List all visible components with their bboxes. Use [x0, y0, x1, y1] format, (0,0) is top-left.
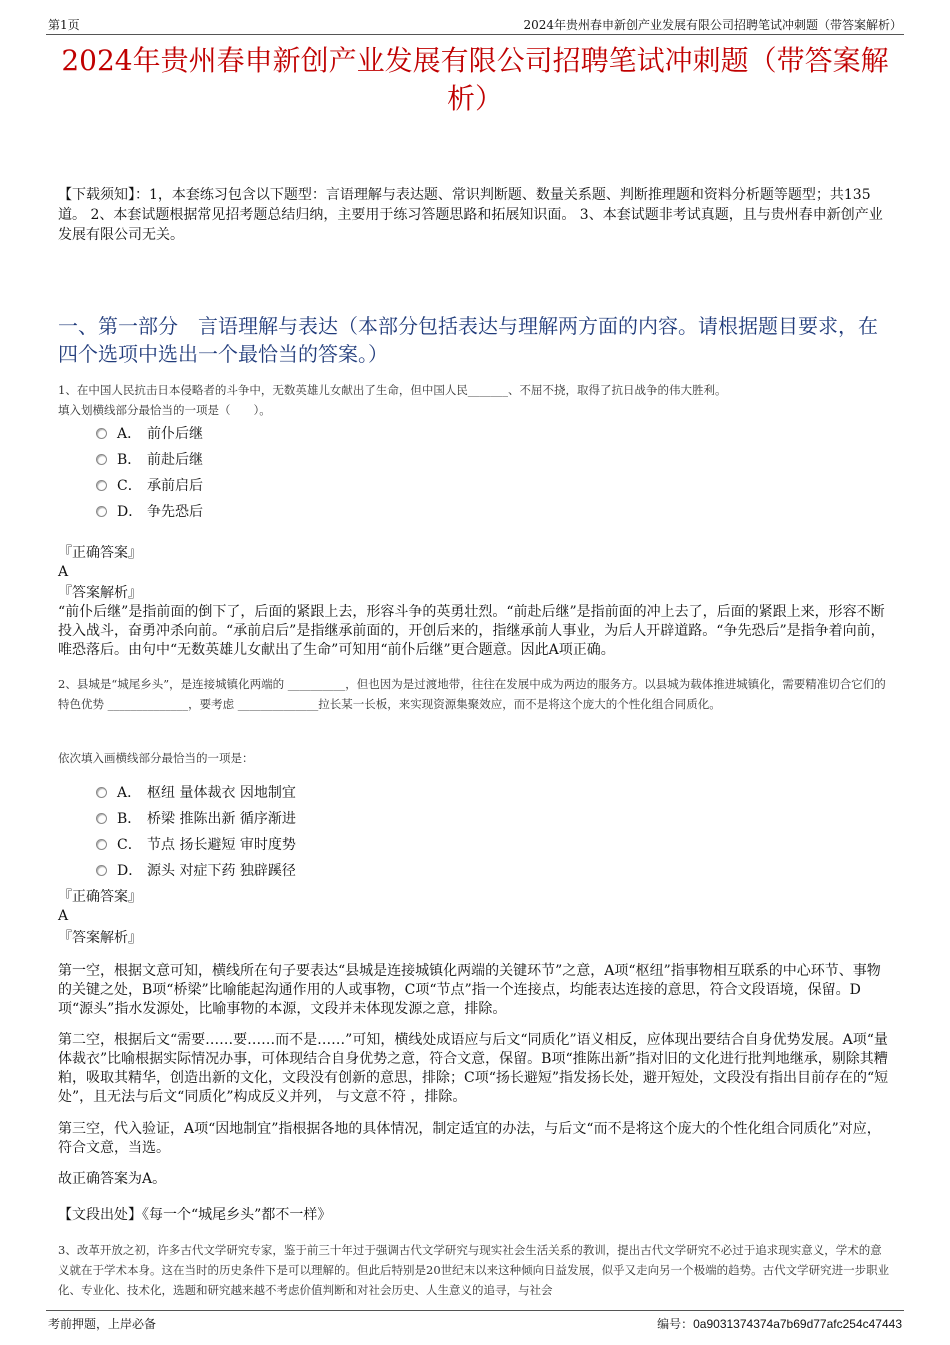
q2-answer: A: [58, 908, 69, 924]
radio-icon[interactable]: [96, 813, 107, 824]
q1-analysis: “前仆后继”是指前面的倒下了，后面的紧跟上去，形容斗争的英勇壮烈。“前赴后继”是指前面的冲上去了，后面的紧跟上来，形容不断投入战斗，奋勇冲杀向前。“承前启后”是指继承前面的，开创后来的，指继承前人事业，为后人开辟道路。“争先恐后”是指争着向前，唯恐落后。由句中“无数英雄儿女献出了生命”可知用“前仆后继”更合题意。因此A项正确。: [58, 604, 885, 658]
q2-option-a[interactable]: A． 枢纽 量体裁衣 因地制宜: [96, 783, 296, 803]
q2-option-d[interactable]: D． 源头 对症下药 独辟蹊径: [96, 861, 296, 881]
header-doc-title: 2024年贵州春申新创产业发展有限公司招聘笔试冲刺题（带答案解析）: [523, 18, 902, 32]
q2-stem: 2、县城是“城尾乡头”，是连接城镇化两端的 __________，但也因为是过渡地带，往往在发展中成为两边的服务方。以县城为载体推进城镇化，需要精准切合它们的特色优势 ______________，要考虑 ______________拉长某一长板，来实现资源集聚效应，而不是将这个庞大的个性化组合同质化。: [58, 677, 886, 711]
radio-icon[interactable]: [96, 428, 107, 439]
q1-option-a[interactable]: A． 前仆后继: [96, 424, 203, 444]
q1-answer: A: [58, 564, 69, 580]
q1-prompt: 填入划横线部分最恰当的一项是（ ）。: [58, 403, 271, 417]
radio-icon[interactable]: [96, 506, 107, 517]
radio-icon[interactable]: [96, 865, 107, 876]
q2-analysis-para-1: 第一空，根据文意可知，横线所在句子要表达“县城是连接城镇化两端的关键环节”之意，A项“枢纽”指事物相互联系的中心环节、事物的关键之处，B项“桥梁”比喻能起沟通作用的人或事物，C项“节点”指一个连接点，均能表达连接的意思，符合文段语境，保留。D项“源头”指水发源处，比喻事物的本源，文段并未体现发源之意，排除。: [58, 963, 881, 1017]
q2-conclusion: 故正确答案为A。: [58, 1171, 167, 1187]
q1-option-d[interactable]: D． 争先恐后: [96, 502, 203, 522]
q1-option-c[interactable]: C． 承前启后: [96, 476, 203, 496]
document-title: 2024年贵州春申新创产业发展有限公司招聘笔试冲刺题（带答案解析）: [61, 44, 889, 115]
q1-stem: 1、在中国人民抗击日本侵略者的斗争中，无数英雄儿女献出了生命，但中国人民_______、不屈不挠，取得了抗日战争的伟大胜利。: [58, 383, 727, 397]
q2-analysis-para-2: 第二空，根据后文“需要……要……而不是……”可知，横线处成语应与后文“同质化”语义相反，应体现出要结合自身优势发展。A项“量体裁衣”比喻根据实际情况办事，可体现结合自身优势之意，符合文意，保留。B项“推陈出新”指对旧的文化进行批判地继承，剔除其糟粕，吸取其精华，创造出新的文化，文段没有创新的意思，排除；C项“扬长避短”指发扬长处，避开短处，文段没有指出目前存在的“短处”，且无法与后文“同质化”构成反义并列， 与文意不符 ，排除。: [58, 1032, 889, 1105]
q2-prompt: 依次填入画横线部分最恰当的一项是：: [58, 751, 254, 765]
q1-option-b[interactable]: B． 前赴后继: [96, 450, 203, 470]
q1-analysis-label: 『答案解析』: [58, 585, 142, 601]
footer-code: 编号：0a9031374374a7b69d77afc254c47443: [657, 1317, 902, 1331]
section-heading: 一、第一部分 言语理解与表达（本部分包括表达与理解两方面的内容。请根据题目要求，在四个选项中选出一个最恰当的答案。）: [58, 314, 878, 366]
radio-icon[interactable]: [96, 839, 107, 850]
q3-stem: 3、改革开放之初，许多古代文学研究专家，鉴于前三十年过于强调古代文学研究与现实社会生活关系的教训，提出古代文学研究不必过于追求现实意义，学术的意义就在于学术本身。这在当时的历史条件下是可以理解的。但此后特别是20世纪末以来这种倾向日益发展，似乎又走向另一个极端的趋势。古代文学研究进一步职业化、专业化、技术化，选题和研究越来越不考虑价值判断和对社会历史、人生意义的追寻，与社会: [58, 1243, 890, 1297]
radio-icon[interactable]: [96, 787, 107, 798]
q2-option-c[interactable]: C． 节点 扬长避短 审时度势: [96, 835, 296, 855]
radio-icon[interactable]: [96, 480, 107, 491]
page-header: [46, 14, 904, 35]
footer-slogan: 考前押题，上岸必备: [48, 1317, 157, 1331]
q2-analysis-para-3: 第三空，代入验证，A项“因地制宜”指根据各地的具体情况，制定适宜的办法，与后文“而不是将这个庞大的个性化组合同质化”对应，符合文意，当选。: [58, 1121, 881, 1156]
q1-answer-label: 『正确答案』: [58, 545, 142, 561]
q2-option-b[interactable]: B． 桥梁 推陈出新 循序渐进: [96, 809, 296, 829]
page-number: 第1页: [48, 18, 80, 32]
q2-analysis-label: 『答案解析』: [58, 930, 142, 946]
page-footer: [46, 1310, 904, 1331]
radio-icon[interactable]: [96, 454, 107, 465]
download-notice: 【下载须知】：1，本套练习包含以下题型：言语理解与表达题、常识判断题、数量关系题、判断推理题和资料分析题等题型；共135道。 2、本套试题根据常见招考题总结归纳，主要用于练习答题思路和拓展知识面。 3、本套试题非考试真题，且与贵州春申新创产业发展有限公司无关。: [58, 187, 883, 243]
q2-source: 【文段出处】《每一个“城尾乡头”都不一样》: [58, 1207, 332, 1223]
q2-answer-label: 『正确答案』: [58, 889, 142, 905]
